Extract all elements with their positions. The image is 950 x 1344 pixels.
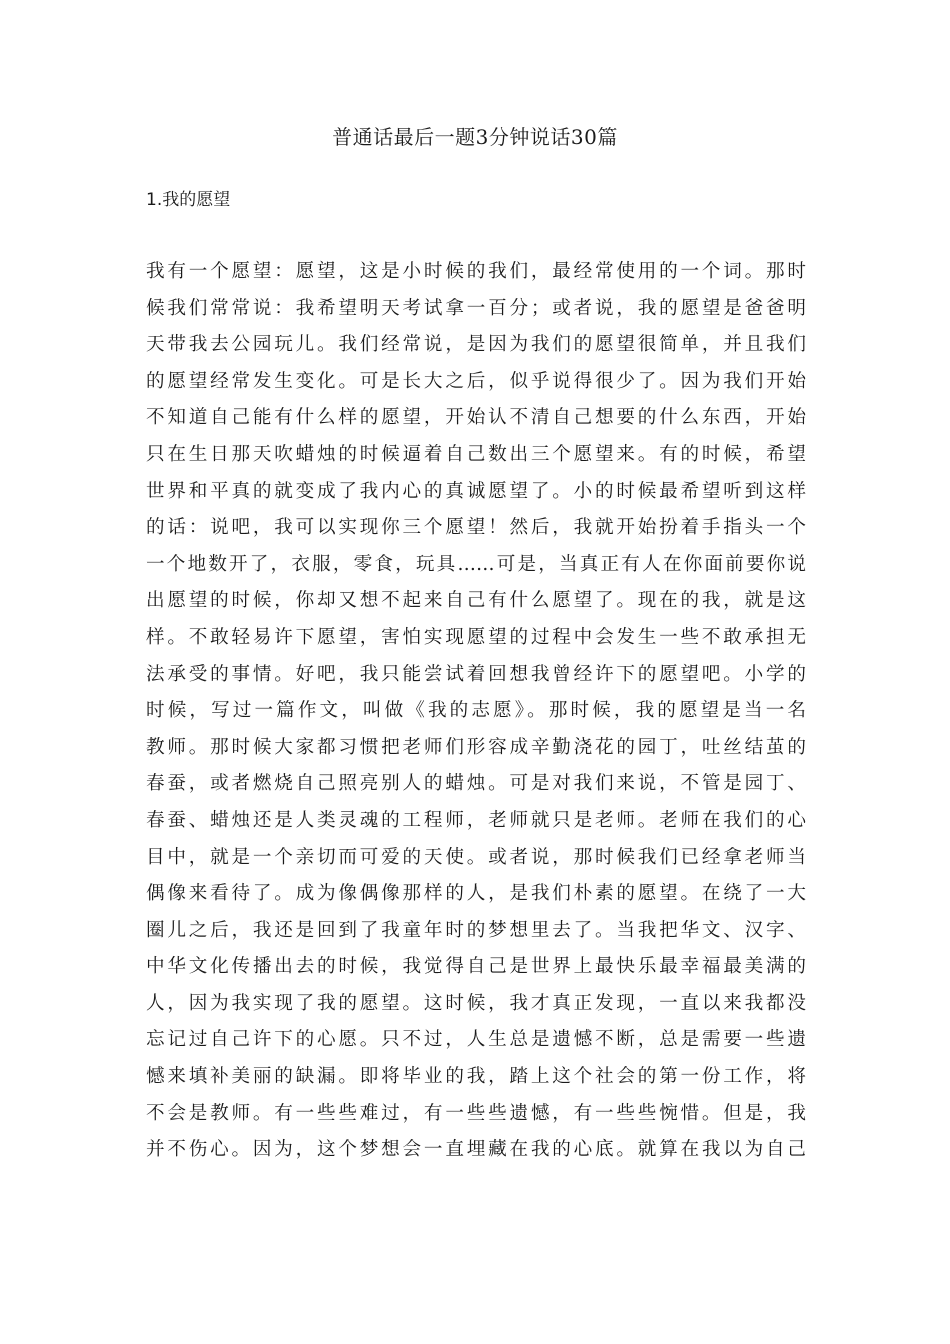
paragraph-line: 的愿望经常发生变化。可是长大之后，似乎说得很少了。因为我们开始 bbox=[146, 370, 806, 392]
paragraph-line: 偶像来看待了。成为像偶像那样的人，是我们朴素的愿望。在绕了一大 bbox=[146, 883, 806, 905]
paragraph-line: 春蚕、蜡烛还是人类灵魂的工程师，老师就只是老师。老师在我们的心 bbox=[146, 809, 806, 831]
paragraph-line: 春蚕，或者燃烧自己照亮别人的蜡烛。可是对我们来说，不管是园丁、 bbox=[146, 773, 806, 795]
paragraph-line: 出愿望的时候，你却又想不起来自己有什么愿望了。现在的我，就是这 bbox=[146, 590, 806, 612]
paragraph-line: 不会是教师。有一些些难过，有一些些遗憾，有一些些惋惜。但是，我 bbox=[146, 1102, 806, 1124]
paragraph-line: 一个地数开了，衣服，零食，玩具……可是，当真正有人在你面前要你说 bbox=[146, 553, 806, 575]
paragraph-line: 并不伤心。因为，这个梦想会一直埋藏在我的心底。就算在我以为自己 bbox=[146, 1139, 806, 1161]
paragraph-line: 人，因为我实现了我的愿望。这时候，我才真正发现，一直以来我都没 bbox=[146, 992, 806, 1014]
paragraph-line: 我有一个愿望：愿望，这是小时候的我们，最经常使用的一个词。那时 bbox=[146, 261, 806, 282]
body-paragraph bbox=[146, 254, 806, 1169]
paragraph-line: 目中，就是一个亲切而可爱的天使。或者说，那时候我们已经拿老师当 bbox=[146, 846, 806, 868]
paragraph-line: 忘记过自己许下的心愿。只不过，人生总是遗憾不断，总是需要一些遗 bbox=[146, 1029, 806, 1051]
section-heading: 1.我的愿望 bbox=[146, 190, 231, 210]
paragraph-line: 只在生日那天吹蜡烛的时候逼着自己数出三个愿望来。有的时候，希望 bbox=[146, 443, 806, 465]
paragraph-line: 中华文化传播出去的时候，我觉得自己是世界上最快乐最幸福最美满的 bbox=[146, 956, 806, 978]
paragraph-line: 不知道自己能有什么样的愿望，开始认不清自己想要的什么东西，开始 bbox=[146, 407, 806, 429]
paragraph-line: 样。不敢轻易许下愿望，害怕实现愿望的过程中会发生一些不敢承担无 bbox=[146, 626, 806, 648]
paragraph-line: 天带我去公园玩儿。我们经常说，是因为我们的愿望很简单，并且我们 bbox=[146, 334, 806, 356]
document-title: 普通话最后一题3分钟说话30篇 bbox=[332, 125, 618, 149]
paragraph-line: 候我们常常说：我希望明天考试拿一百分；或者说，我的愿望是爸爸明 bbox=[146, 297, 806, 319]
paragraph-line: 时候，写过一篇作文，叫做《我的志愿》。那时候，我的愿望是当一名 bbox=[146, 700, 806, 722]
paragraph-line: 的话：说吧，我可以实现你三个愿望！然后，我就开始扮着手指头一个 bbox=[146, 517, 806, 539]
paragraph-line: 憾来填补美丽的缺漏。即将毕业的我，踏上这个社会的第一份工作，将 bbox=[146, 1066, 806, 1088]
paragraph-line: 教师。那时候大家都习惯把老师们形容成辛勤浇花的园丁，吐丝结茧的 bbox=[146, 736, 806, 758]
paragraph-line: 圈儿之后，我还是回到了我童年时的梦想里去了。当我把华文、汉字、 bbox=[146, 919, 806, 941]
paragraph-line: 法承受的事情。好吧，我只能尝试着回想我曾经许下的愿望吧。小学的 bbox=[146, 663, 806, 685]
paragraph-line: 世界和平真的就变成了我内心的真诚愿望了。小的时候最希望听到这样 bbox=[146, 480, 806, 502]
